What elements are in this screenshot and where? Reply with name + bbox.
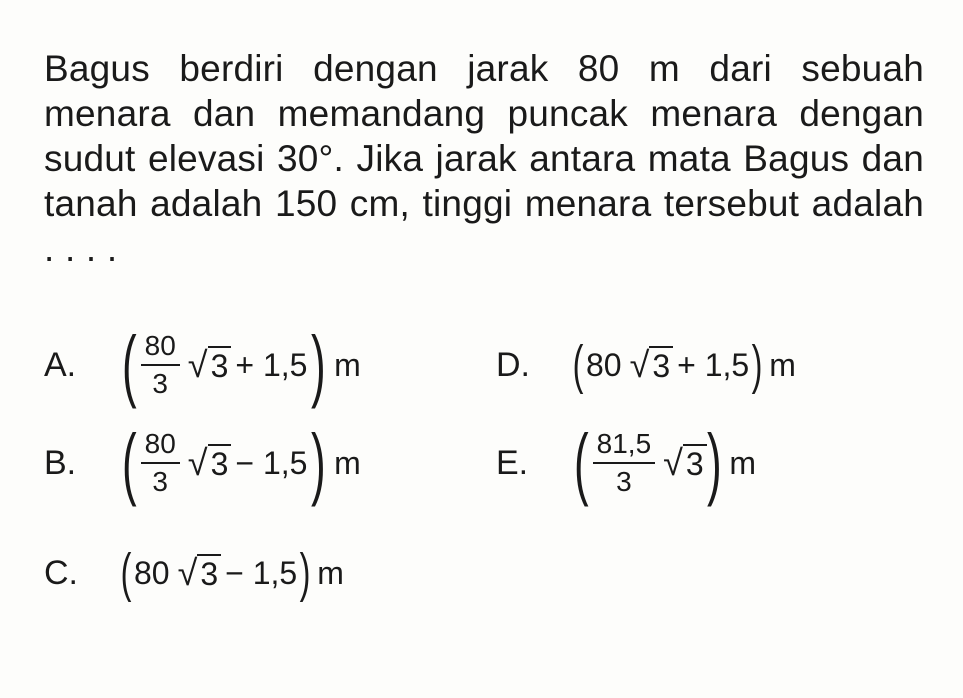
radical-sign: √ — [187, 344, 208, 385]
denominator: 3 — [616, 466, 632, 497]
option-letter: B. — [44, 443, 77, 482]
radicand: 3 — [197, 554, 221, 592]
right-paren: ) — [311, 418, 327, 507]
radical-sign: √ — [177, 552, 198, 593]
operation: − 1,5 — [235, 444, 308, 481]
denominator: 3 — [152, 466, 168, 497]
fraction — [593, 428, 656, 498]
question-text: Bagus berdiri dengan jarak 80 m dari sebuah menara dan memandang puncak menara dengan sudut elevasi 30°. Jika jarak antara mata Bagus dan tanah adalah 150 cm, tinggi menara tersebut adalah . . . . — [44, 48, 924, 269]
option-b[interactable] — [44, 418, 361, 508]
square-root — [663, 443, 707, 483]
option-letter: C. — [44, 553, 78, 592]
radicand: 3 — [208, 346, 232, 384]
radicand: 3 — [208, 444, 232, 482]
left-paren: ( — [572, 335, 584, 395]
left-paren: ( — [120, 543, 132, 603]
unit: m — [334, 346, 361, 383]
square-root — [630, 345, 674, 385]
right-paren: ) — [299, 543, 311, 603]
radicand: 3 — [683, 444, 707, 482]
denominator: 3 — [152, 368, 168, 399]
fraction — [141, 428, 180, 498]
radical-sign: √ — [629, 344, 650, 385]
option-d[interactable] — [496, 320, 796, 410]
option-e[interactable] — [496, 418, 756, 508]
left-paren: ( — [573, 418, 589, 507]
radicand: 3 — [649, 346, 673, 384]
right-paren: ) — [706, 418, 722, 507]
option-letter: A. — [44, 345, 77, 384]
square-root — [188, 345, 232, 385]
option-a[interactable] — [44, 320, 361, 410]
unit: m — [729, 444, 756, 481]
right-paren: ) — [311, 320, 327, 409]
square-root — [178, 553, 222, 593]
unit: m — [334, 444, 361, 481]
numerator: 80 — [144, 330, 176, 361]
left-paren: ( — [121, 418, 137, 507]
operation: − 1,5 — [225, 554, 298, 591]
option-c[interactable] — [44, 528, 344, 618]
option-letter: E. — [496, 443, 529, 482]
fraction-bar — [593, 462, 656, 464]
numerator: 81,5 — [596, 428, 652, 459]
unit: m — [769, 346, 796, 383]
square-root — [188, 443, 232, 483]
radical-sign: √ — [187, 442, 208, 483]
coefficient: 80 — [133, 554, 170, 591]
fraction-bar — [141, 462, 180, 464]
operation: + 1,5 — [677, 346, 750, 383]
option-letter: D. — [496, 345, 530, 384]
right-paren: ) — [751, 335, 763, 395]
left-paren: ( — [121, 320, 137, 409]
numerator: 80 — [144, 428, 176, 459]
fraction-bar — [141, 364, 180, 366]
operation: + 1,5 — [235, 346, 308, 383]
unit: m — [317, 554, 344, 591]
fraction — [141, 330, 180, 400]
radical-sign: √ — [663, 442, 683, 483]
coefficient: 80 — [585, 346, 622, 383]
